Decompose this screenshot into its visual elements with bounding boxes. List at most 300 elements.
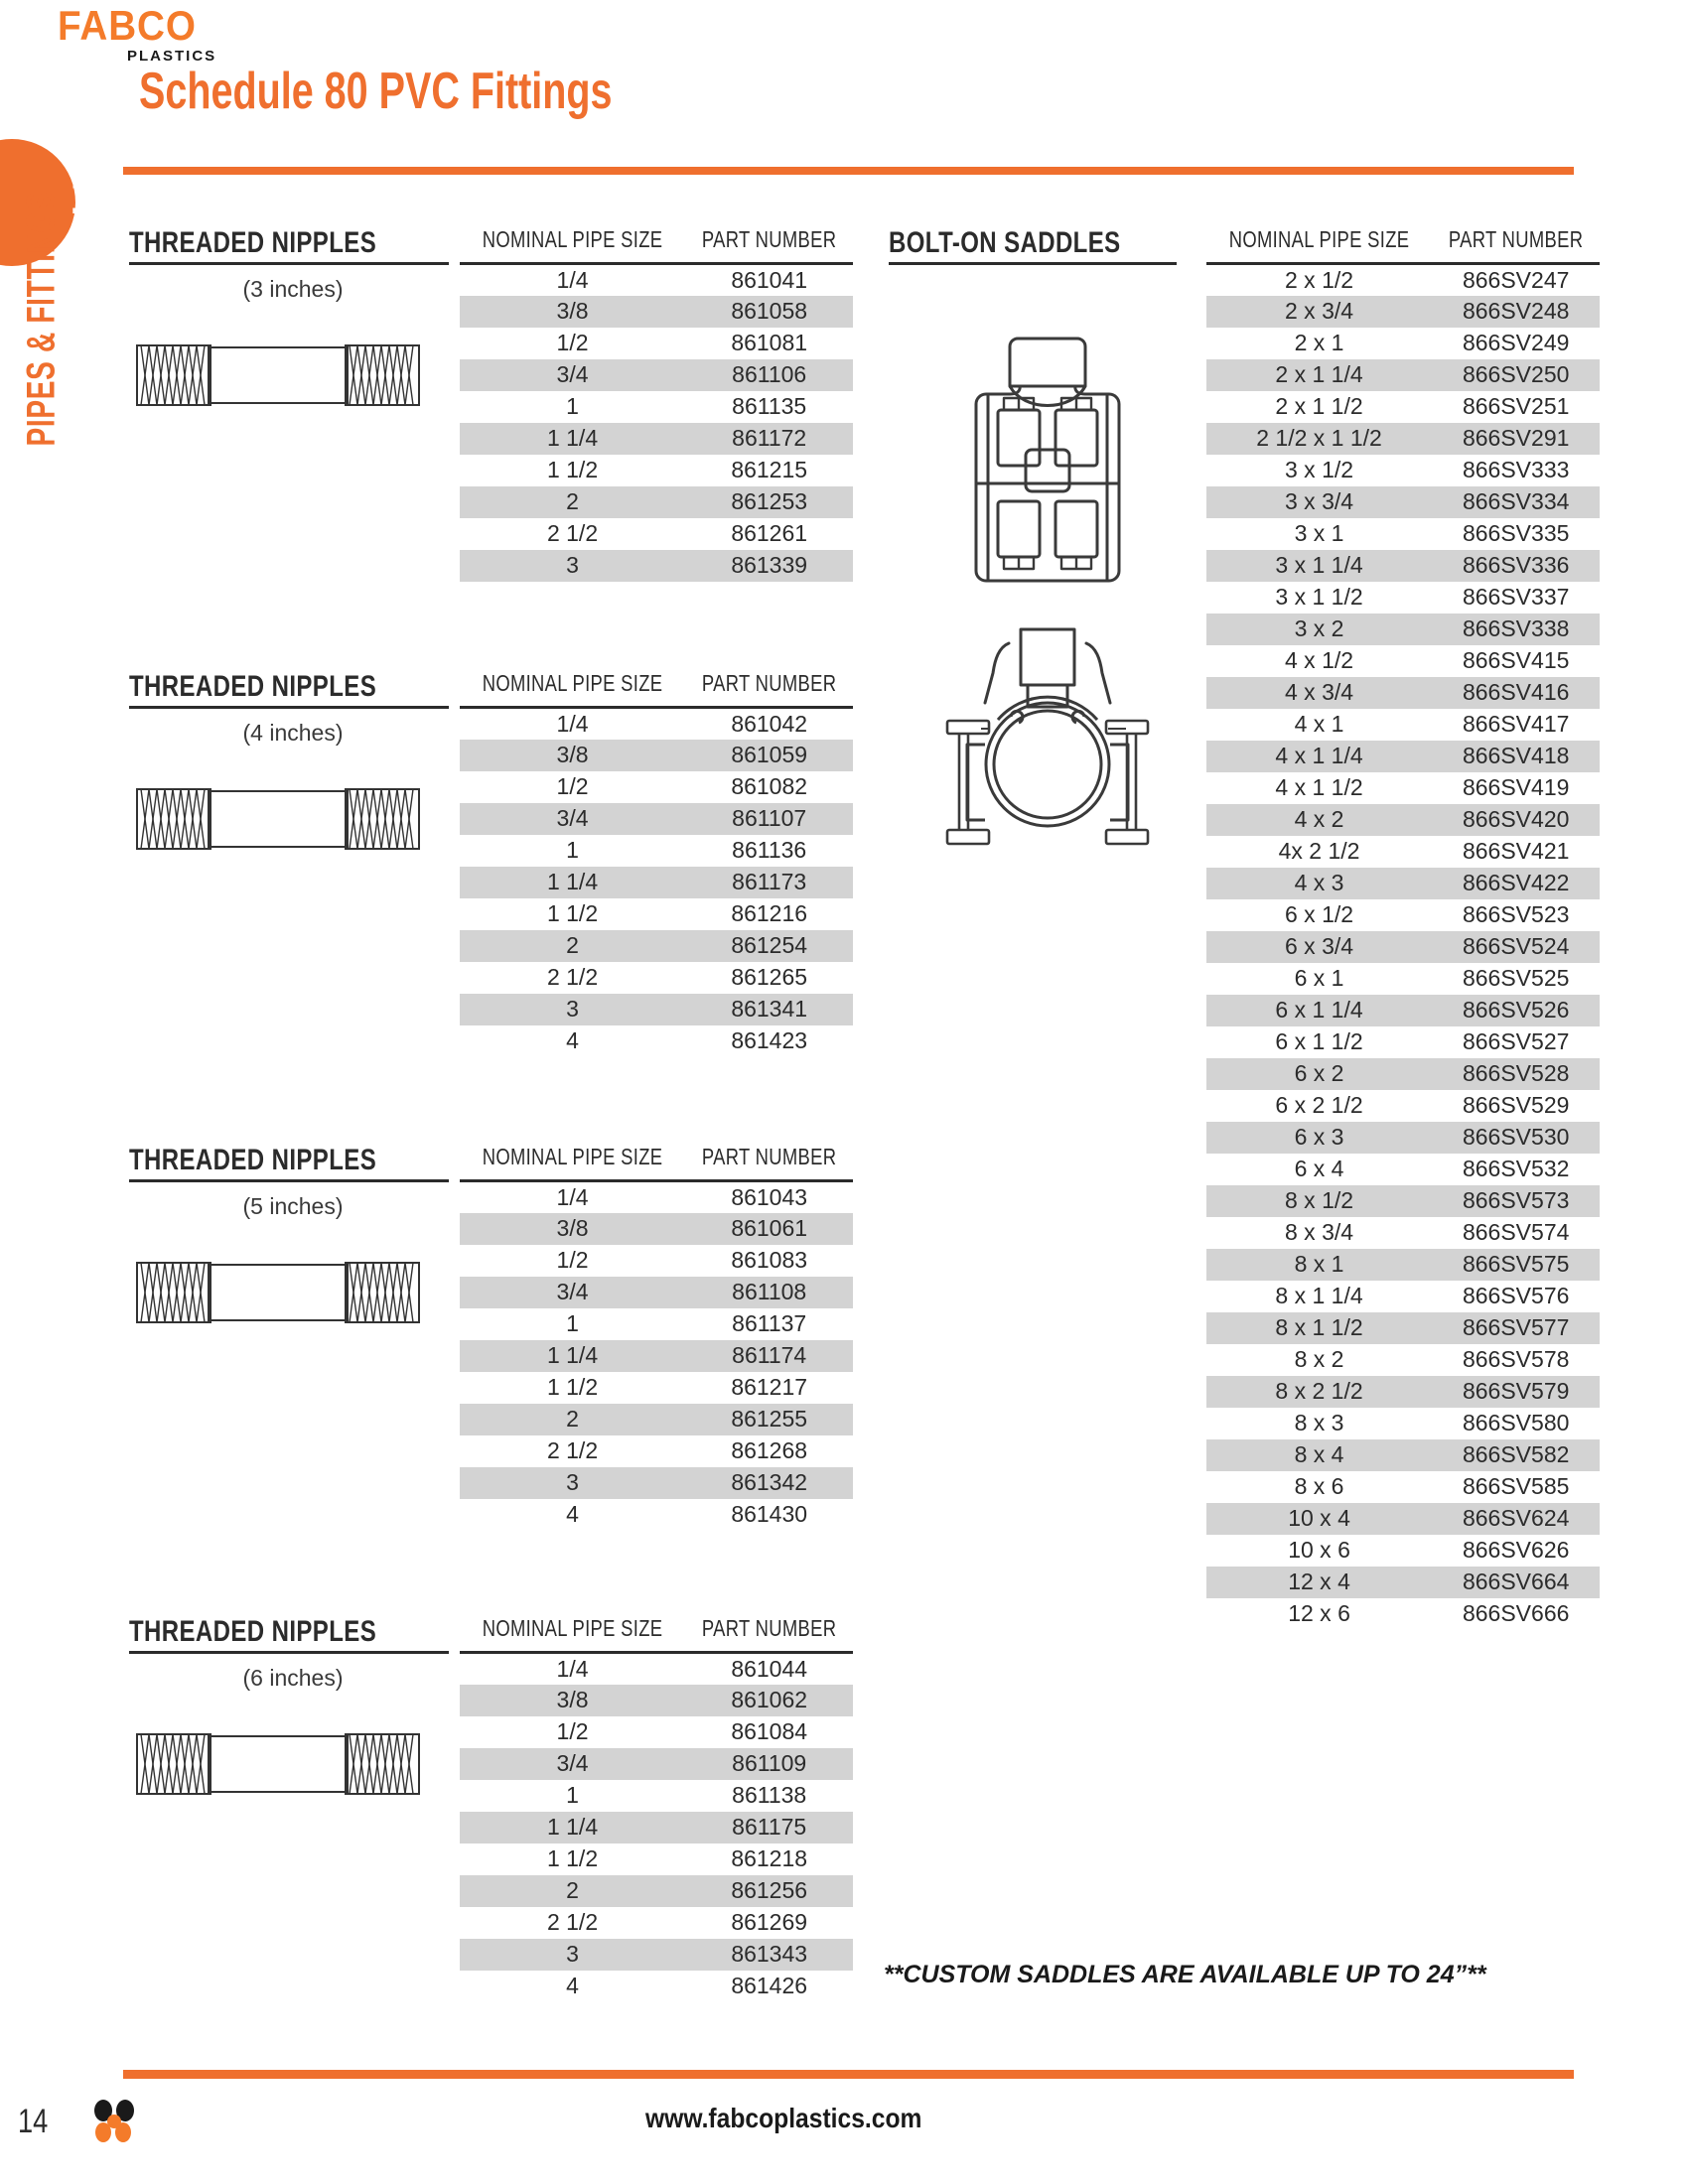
cell-part-number: 861430 [731, 1501, 808, 1527]
cell-part-number: 861108 [685, 1277, 853, 1308]
cell-part-number: 866SV578 [1462, 1346, 1570, 1372]
cell-part-number: 866SV247 [1462, 266, 1570, 293]
cell-nominal-pipe-size: 8 x 1 [1206, 1249, 1432, 1281]
table-row [460, 1340, 853, 1372]
table-row [460, 423, 853, 455]
fabco-logo [87, 2095, 346, 2164]
cell-nominal-pipe-size: 3 x 2 [1206, 614, 1432, 645]
section-title: THREADED NIPPLES [129, 1144, 377, 1176]
table-row [1206, 1376, 1600, 1408]
cell-part-number: 861268 [731, 1437, 808, 1463]
fabco-flower-icon [87, 2095, 143, 2150]
cell-part-number: 861042 [731, 710, 808, 737]
table-row [460, 771, 853, 803]
cell-part-number: 866SV585 [1462, 1473, 1570, 1499]
table-row [1206, 1535, 1600, 1567]
section-subtitle: (3 inches) [242, 276, 344, 302]
footer-divider [123, 2070, 1574, 2079]
table-row [1206, 423, 1600, 455]
cell-part-number: 866SV582 [1432, 1439, 1600, 1471]
cell-nominal-pipe-size: 2 [460, 1404, 685, 1435]
cell-part-number: 866SV527 [1462, 1028, 1570, 1054]
table-row [1206, 709, 1600, 741]
cell-nominal-pipe-size: 3 [460, 1939, 685, 1971]
cell-nominal-pipe-size: 2 1/2 [546, 520, 599, 546]
table-row [1206, 804, 1600, 836]
cell-part-number: 866SV525 [1462, 965, 1570, 991]
chapter-number: 1 [70, 166, 89, 225]
cell-nominal-pipe-size: 1 1/4 [460, 1340, 685, 1372]
table-row [1206, 963, 1600, 995]
table-row [460, 1025, 853, 1057]
cell-nominal-pipe-size: 3/8 [460, 296, 685, 328]
table-body [460, 1653, 853, 2002]
cell-nominal-pipe-size: 3/8 [460, 740, 685, 771]
cell-part-number: 866SV524 [1432, 931, 1600, 963]
table-row [1206, 1408, 1600, 1439]
table-row [1206, 836, 1600, 868]
cell-part-number: 866SV418 [1432, 741, 1600, 772]
cell-nominal-pipe-size: 1 [566, 1782, 579, 1808]
fabco-logo-subtext: PLASTICS [127, 48, 217, 65]
table-row [1206, 486, 1600, 518]
cell-part-number: 866SV251 [1462, 393, 1570, 419]
cell-nominal-pipe-size: 4 x 1 1/2 [1275, 774, 1363, 800]
table-row [1206, 1439, 1600, 1471]
cell-part-number: 866SV529 [1462, 1092, 1570, 1118]
table-row [460, 1685, 853, 1716]
website-url[interactable]: www.fabcoplastics.com [645, 2103, 922, 2133]
table-row [460, 1875, 853, 1907]
chapter-side-tab [0, 139, 89, 576]
section-subtitle: (5 inches) [242, 1193, 344, 1219]
cell-part-number: 861254 [685, 930, 853, 962]
table-row [1206, 677, 1600, 709]
cell-nominal-pipe-size: 2 x 1 1/2 [1275, 393, 1363, 419]
table-row [460, 391, 853, 423]
cell-nominal-pipe-size: 2 1/2 [546, 1909, 599, 1935]
cell-part-number: 866SV334 [1432, 486, 1600, 518]
cell-nominal-pipe-size: 1 [566, 393, 579, 419]
cell-nominal-pipe-size: 6 x 2 [1206, 1058, 1432, 1090]
cell-part-number: 866SV249 [1462, 330, 1570, 355]
cell-part-number: 861217 [731, 1374, 808, 1400]
cell-part-number: 861265 [731, 964, 808, 990]
col-header-part: PART NUMBER [685, 670, 853, 708]
cell-part-number: 861255 [685, 1404, 853, 1435]
table-row [460, 1812, 853, 1843]
section-subtitle: (6 inches) [242, 1665, 344, 1691]
table-row [1206, 1217, 1600, 1249]
section-title: THREADED NIPPLES [129, 226, 377, 259]
table-row [460, 898, 853, 930]
table-row [460, 455, 853, 486]
cell-part-number: 861135 [732, 393, 807, 419]
cell-part-number: 866SV576 [1462, 1283, 1570, 1308]
cell-part-number: 866SV422 [1432, 868, 1600, 899]
table-row [460, 1277, 853, 1308]
table-row [1206, 1122, 1600, 1154]
cell-part-number: 866SV530 [1432, 1122, 1600, 1154]
cell-part-number: 861084 [731, 1718, 808, 1744]
cell-part-number: 861062 [685, 1685, 853, 1716]
header-divider [123, 167, 1574, 175]
cell-part-number: 866SV291 [1432, 423, 1600, 455]
col-header-size: NOMINAL PIPE SIZE [460, 226, 685, 264]
table-row [1206, 1281, 1600, 1312]
table-header-row [460, 1615, 853, 1653]
cell-nominal-pipe-size: 6 x 1 1/2 [1275, 1028, 1363, 1054]
cell-part-number: 861261 [731, 520, 808, 546]
cell-part-number: 861041 [731, 266, 808, 293]
cell-part-number: 861043 [731, 1183, 808, 1210]
cell-part-number: 866SV338 [1432, 614, 1600, 645]
cell-nominal-pipe-size: 3 [460, 994, 685, 1025]
table-row [1206, 264, 1600, 296]
table-header-row [460, 226, 853, 264]
table-header-row [460, 670, 853, 708]
cell-part-number: 866SV415 [1462, 647, 1570, 673]
cell-nominal-pipe-size: 6 x 1 1/4 [1206, 995, 1432, 1026]
cell-part-number: 861136 [732, 837, 807, 863]
cell-part-number: 866SV417 [1462, 711, 1570, 737]
cell-nominal-pipe-size: 2 x 1 [1294, 330, 1344, 355]
cell-nominal-pipe-size: 3 x 1 1/2 [1275, 584, 1363, 610]
table-header-row [1206, 226, 1600, 264]
col-header-size: NOMINAL PIPE SIZE [460, 1144, 685, 1181]
table-row [1206, 1026, 1600, 1058]
table-row [1206, 582, 1600, 614]
table-threaded-nipples-4in [460, 670, 853, 1057]
table-row [1206, 899, 1600, 931]
cell-nominal-pipe-size: 12 x 6 [1288, 1600, 1350, 1626]
table-row [460, 1971, 853, 2002]
table-row [460, 1435, 853, 1467]
cell-nominal-pipe-size: 3/8 [460, 1213, 685, 1245]
table-row [1206, 1312, 1600, 1344]
table-body [460, 1181, 853, 1531]
table-row [460, 1716, 853, 1748]
table-row [460, 359, 853, 391]
table-row [1206, 1567, 1600, 1598]
cell-part-number: 866SV250 [1432, 359, 1600, 391]
table-row [1206, 1503, 1600, 1535]
table-threaded-nipples-5in [460, 1144, 853, 1531]
table-row [460, 1467, 853, 1499]
cell-nominal-pipe-size: 2 1/2 [546, 1437, 599, 1463]
cell-nominal-pipe-size: 4 x 1/2 [1285, 647, 1354, 673]
section-title: THREADED NIPPLES [129, 670, 377, 703]
cell-part-number: 861174 [685, 1340, 853, 1372]
cell-part-number: 866SV580 [1462, 1410, 1570, 1435]
table-body [460, 264, 853, 582]
cell-nominal-pipe-size: 12 x 4 [1206, 1567, 1432, 1598]
cell-nominal-pipe-size: 8 x 3 [1294, 1410, 1344, 1435]
cell-part-number: 866SV526 [1432, 995, 1600, 1026]
table-threaded-nipples-6in [460, 1615, 853, 2002]
cell-part-number: 861216 [731, 900, 808, 926]
cell-nominal-pipe-size: 8 x 2 1/2 [1206, 1376, 1432, 1408]
cell-nominal-pipe-size: 8 x 4 [1206, 1439, 1432, 1471]
cell-part-number: 866SV416 [1432, 677, 1600, 709]
table-row [460, 994, 853, 1025]
table-row [1206, 645, 1600, 677]
bolt-on-saddle-top-view-diagram [948, 333, 1147, 596]
section-divider [129, 706, 449, 709]
cell-nominal-pipe-size: 1/4 [556, 710, 589, 737]
cell-part-number: 866SV577 [1432, 1312, 1600, 1344]
cell-nominal-pipe-size: 4 x 1 [1294, 711, 1344, 737]
cell-nominal-pipe-size: 8 x 3/4 [1285, 1219, 1354, 1245]
table-row [1206, 550, 1600, 582]
table-row [460, 328, 853, 359]
cell-nominal-pipe-size: 1 1/4 [460, 423, 685, 455]
section-subtitle: (4 inches) [242, 720, 344, 746]
cell-part-number: 861175 [685, 1812, 853, 1843]
cell-part-number: 866SV574 [1462, 1219, 1570, 1245]
cell-part-number: 861138 [732, 1782, 807, 1808]
table-row [460, 550, 853, 582]
cell-part-number: 861423 [731, 1027, 808, 1053]
page-title: Schedule 80 PVC Fittings [139, 63, 613, 120]
table-row [460, 740, 853, 771]
table-row [1206, 868, 1600, 899]
section-title: THREADED NIPPLES [129, 1615, 377, 1648]
cell-nominal-pipe-size: 1 [566, 837, 579, 863]
cell-nominal-pipe-size: 3/4 [460, 1748, 685, 1780]
cell-nominal-pipe-size: 6 x 1/2 [1285, 901, 1354, 927]
table-row [1206, 1185, 1600, 1217]
cell-nominal-pipe-size: 3 x 1 [1294, 520, 1344, 546]
cell-nominal-pipe-size: 3 [460, 1467, 685, 1499]
table-row [460, 867, 853, 898]
cell-part-number: 861082 [731, 773, 808, 799]
cell-part-number: 866SV337 [1462, 584, 1570, 610]
cell-part-number: 866SV624 [1432, 1503, 1600, 1535]
table-row [1206, 1058, 1600, 1090]
cell-part-number: 861341 [685, 994, 853, 1025]
table-row [1206, 1344, 1600, 1376]
table-row [1206, 1090, 1600, 1122]
cell-nominal-pipe-size: 1/2 [556, 1247, 589, 1273]
col-header-size: NOMINAL PIPE SIZE [1206, 226, 1432, 264]
cell-nominal-pipe-size: 2 [460, 930, 685, 962]
table-row [460, 1245, 853, 1277]
cell-part-number: 866SV523 [1462, 901, 1570, 927]
cell-nominal-pipe-size: 1 [566, 1310, 579, 1336]
cell-part-number: 861106 [685, 359, 853, 391]
cell-nominal-pipe-size: 1 1/2 [546, 1845, 599, 1871]
section-title: BOLT-ON SADDLES [889, 226, 1121, 259]
cell-nominal-pipe-size: 6 x 2 1/2 [1275, 1092, 1363, 1118]
section-divider [129, 1179, 449, 1182]
cell-nominal-pipe-size: 1/2 [556, 1718, 589, 1744]
table-row [460, 1213, 853, 1245]
cell-part-number: 861173 [685, 867, 853, 898]
table-row [460, 518, 853, 550]
table-threaded-nipples-3in [460, 226, 853, 582]
cell-nominal-pipe-size: 1/2 [556, 330, 589, 355]
cell-nominal-pipe-size: 3/4 [460, 1277, 685, 1308]
custom-saddles-note: **CUSTOM SADDLES ARE AVAILABLE UP TO 24”** [884, 1961, 1486, 1988]
cell-part-number: 861109 [685, 1748, 853, 1780]
col-header-part: PART NUMBER [685, 1615, 853, 1653]
section-divider [129, 1651, 449, 1654]
table-row [460, 835, 853, 867]
cell-part-number: 861137 [732, 1310, 807, 1336]
table-row [460, 1748, 853, 1780]
threaded-nipple-diagram [129, 769, 427, 874]
cell-part-number: 866SV335 [1462, 520, 1570, 546]
table-row [460, 1181, 853, 1213]
cell-nominal-pipe-size: 4 [566, 1027, 579, 1053]
cell-nominal-pipe-size: 1 1/4 [460, 867, 685, 898]
bolt-on-saddle-end-view-diagram [923, 625, 1172, 859]
cell-nominal-pipe-size: 2 [460, 1875, 685, 1907]
table-body [460, 708, 853, 1057]
cell-part-number: 866SV666 [1462, 1600, 1570, 1626]
cell-nominal-pipe-size: 1/4 [556, 1183, 589, 1210]
cell-nominal-pipe-size: 3 x 1 1/4 [1206, 550, 1432, 582]
cell-part-number: 861218 [731, 1845, 808, 1871]
cell-nominal-pipe-size: 4x 2 1/2 [1278, 838, 1360, 864]
fabco-logo-text: FABCO [58, 2, 197, 49]
table-row [1206, 614, 1600, 645]
cell-part-number: 861343 [685, 1939, 853, 1971]
cell-nominal-pipe-size: 6 x 4 [1294, 1156, 1344, 1181]
cell-part-number: 861061 [685, 1213, 853, 1245]
cell-nominal-pipe-size: 1 1/2 [546, 457, 599, 482]
cell-part-number: 866SV626 [1462, 1537, 1570, 1563]
cell-part-number: 861342 [685, 1467, 853, 1499]
cell-nominal-pipe-size: 4 x 2 [1206, 804, 1432, 836]
col-header-part: PART NUMBER [1432, 226, 1600, 264]
cell-nominal-pipe-size: 6 x 1 [1294, 965, 1344, 991]
table-row [460, 1780, 853, 1812]
cell-part-number: 866SV336 [1432, 550, 1600, 582]
cell-part-number: 861059 [685, 740, 853, 771]
cell-nominal-pipe-size: 1 1/2 [546, 900, 599, 926]
cell-nominal-pipe-size: 2 x 3/4 [1206, 296, 1432, 328]
cell-part-number: 866SV421 [1462, 838, 1570, 864]
section-divider [889, 262, 1177, 265]
table-row [460, 930, 853, 962]
cell-part-number: 866SV333 [1462, 457, 1570, 482]
table-header-row [460, 1144, 853, 1181]
cell-nominal-pipe-size: 3 x 3/4 [1206, 486, 1432, 518]
cell-nominal-pipe-size: 4 [566, 1973, 579, 1998]
cell-nominal-pipe-size: 3/4 [460, 359, 685, 391]
table-row [460, 1372, 853, 1404]
cell-nominal-pipe-size: 1 1/4 [460, 1812, 685, 1843]
table-row [1206, 1249, 1600, 1281]
cell-nominal-pipe-size: 2 1/2 x 1 1/2 [1206, 423, 1432, 455]
cell-nominal-pipe-size: 4 x 3 [1206, 868, 1432, 899]
table-row [460, 1843, 853, 1875]
table-row [460, 708, 853, 740]
threaded-nipple-diagram [129, 1714, 427, 1819]
cell-nominal-pipe-size: 8 x 1 1/4 [1275, 1283, 1363, 1308]
threaded-nipple-diagram [129, 326, 427, 430]
cell-nominal-pipe-size: 3 [460, 550, 685, 582]
cell-nominal-pipe-size: 10 x 6 [1288, 1537, 1350, 1563]
table-row [460, 264, 853, 296]
cell-nominal-pipe-size: 8 x 6 [1294, 1473, 1344, 1499]
table-row [460, 1653, 853, 1685]
cell-part-number: 861269 [731, 1909, 808, 1935]
cell-part-number: 866SV664 [1432, 1567, 1600, 1598]
table-row [1206, 1471, 1600, 1503]
cell-nominal-pipe-size: 2 x 1 1/4 [1206, 359, 1432, 391]
cell-nominal-pipe-size: 1 1/2 [546, 1374, 599, 1400]
cell-part-number: 861172 [685, 423, 853, 455]
table-bolt-on-saddles [1206, 226, 1600, 1630]
col-header-size: NOMINAL PIPE SIZE [460, 670, 685, 708]
cell-part-number: 861426 [731, 1973, 808, 1998]
cell-part-number: 861058 [685, 296, 853, 328]
cell-part-number: 861081 [731, 330, 808, 355]
cell-part-number: 861083 [731, 1247, 808, 1273]
table-row [1206, 359, 1600, 391]
cell-part-number: 861253 [685, 486, 853, 518]
table-row [460, 1499, 853, 1531]
table-row [460, 486, 853, 518]
page-number: 14 [18, 2103, 49, 2140]
table-row [1206, 741, 1600, 772]
table-row [1206, 391, 1600, 423]
cell-nominal-pipe-size: 2 x 1/2 [1285, 266, 1354, 293]
cell-nominal-pipe-size: 3/4 [460, 803, 685, 835]
table-row [1206, 772, 1600, 804]
cell-nominal-pipe-size: 1/4 [556, 266, 589, 293]
cell-nominal-pipe-size: 6 x 3 [1206, 1122, 1432, 1154]
table-row [1206, 518, 1600, 550]
table-row [1206, 455, 1600, 486]
table-row [460, 296, 853, 328]
cell-nominal-pipe-size: 8 x 2 [1294, 1346, 1344, 1372]
col-header-size: NOMINAL PIPE SIZE [460, 1615, 685, 1653]
cell-part-number: 861107 [685, 803, 853, 835]
cell-nominal-pipe-size: 1/2 [556, 773, 589, 799]
table-row [460, 1404, 853, 1435]
cell-nominal-pipe-size: 2 [460, 486, 685, 518]
table-row [460, 962, 853, 994]
cell-nominal-pipe-size: 4 [566, 1501, 579, 1527]
cell-part-number: 866SV573 [1432, 1185, 1600, 1217]
cell-part-number: 866SV420 [1432, 804, 1600, 836]
cell-nominal-pipe-size: 4 x 3/4 [1206, 677, 1432, 709]
cell-nominal-pipe-size: 3 x 1/2 [1285, 457, 1354, 482]
cell-part-number: 866SV532 [1462, 1156, 1570, 1181]
table-row [1206, 1598, 1600, 1630]
cell-nominal-pipe-size: 4 x 1 1/4 [1206, 741, 1432, 772]
cell-nominal-pipe-size: 10 x 4 [1206, 1503, 1432, 1535]
col-header-part: PART NUMBER [685, 1144, 853, 1181]
table-row [460, 1939, 853, 1971]
table-row [460, 803, 853, 835]
cell-nominal-pipe-size: 8 x 1/2 [1206, 1185, 1432, 1217]
table-row [460, 1907, 853, 1939]
section-divider [129, 262, 449, 265]
cell-part-number: 866SV575 [1432, 1249, 1600, 1281]
table-row [460, 1308, 853, 1340]
cell-nominal-pipe-size: 2 1/2 [546, 964, 599, 990]
cell-part-number: 866SV248 [1432, 296, 1600, 328]
cell-part-number: 866SV419 [1462, 774, 1570, 800]
cell-part-number: 861044 [731, 1655, 808, 1682]
cell-nominal-pipe-size: 6 x 3/4 [1206, 931, 1432, 963]
chapter-label: PIPES & FITTINGS [19, 191, 64, 447]
